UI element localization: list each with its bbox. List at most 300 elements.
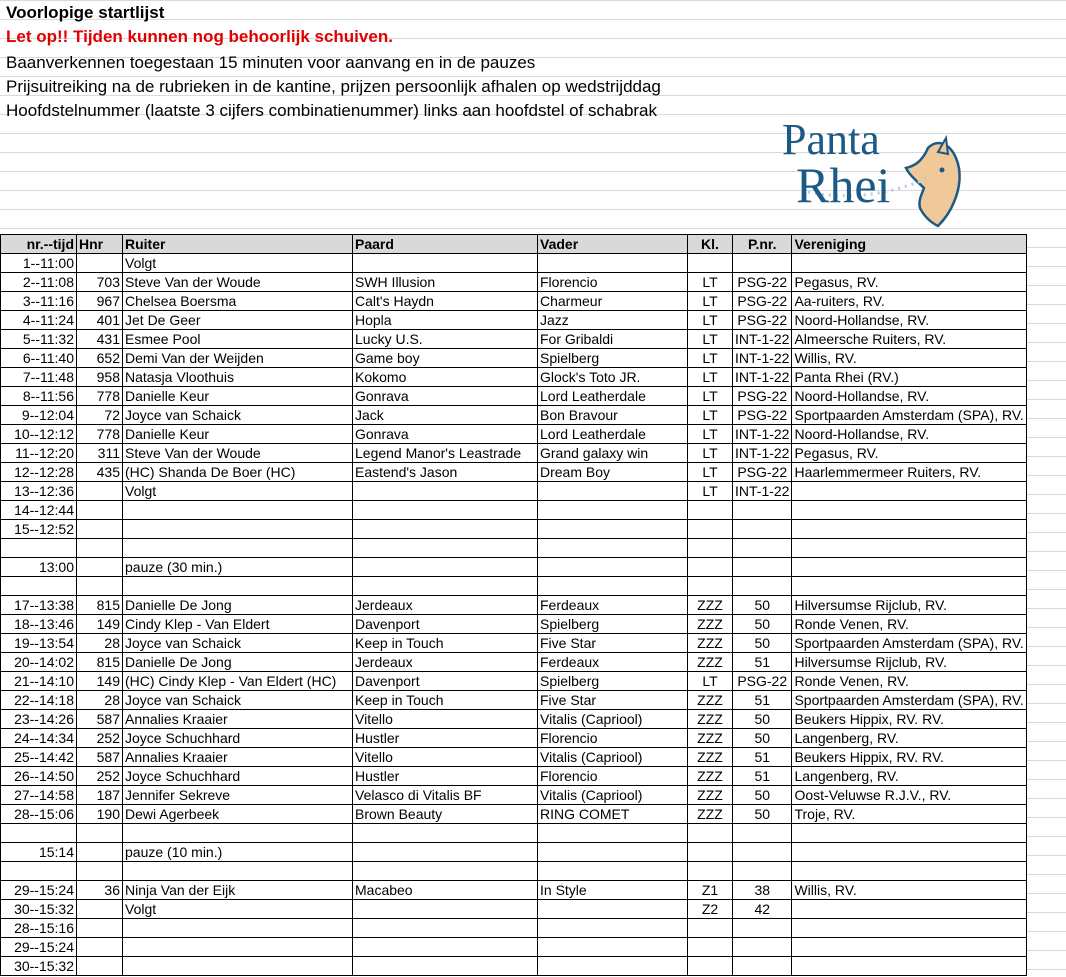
cell-paard	[353, 843, 538, 862]
cell-vader: Spielberg	[538, 349, 688, 368]
cell-klasse: ZZZ	[688, 748, 733, 767]
cell-nr-tijd: 28--15:16	[1, 919, 77, 938]
table-row	[1, 862, 1027, 881]
cell-paard: Kokomo	[353, 368, 538, 387]
cell-proefnummer: 51	[733, 653, 792, 672]
cell-paard: Lucky U.S.	[353, 330, 538, 349]
cell-klasse: LT	[688, 672, 733, 691]
cell-ruiter: Natasja Vloothuis	[123, 368, 353, 387]
col-header-proefnummer: P.nr.	[733, 235, 792, 254]
table-row	[1, 919, 1027, 938]
cell-nr-tijd: 12--12:28	[1, 463, 77, 482]
cell-ruiter: Esmee Pool	[123, 330, 353, 349]
cell-nr-tijd: 13:00	[1, 558, 77, 577]
cell-hnr: 36	[77, 881, 123, 900]
vereniging-text: Panta Rhei (RV.)	[794, 368, 899, 385]
cell-proefnummer: 42	[733, 900, 792, 919]
cell-hnr: 401	[77, 311, 123, 330]
cell-klasse	[688, 862, 733, 881]
cell-vader	[538, 824, 688, 843]
cell-vereniging	[792, 425, 1026, 444]
cell-hnr	[77, 919, 123, 938]
cell-hnr: 149	[77, 615, 123, 634]
vereniging-text: Aa-ruiters, RV.	[794, 292, 885, 309]
cell-hnr: 431	[77, 330, 123, 349]
cell-klasse: LT	[688, 311, 733, 330]
cell-paard	[353, 919, 538, 938]
cell-ruiter: Danielle Keur	[123, 387, 353, 406]
cell-nr-tijd: 4--11:24	[1, 311, 77, 330]
cell-nr-tijd: 17--13:38	[1, 596, 77, 615]
cell-vereniging	[792, 387, 1026, 406]
cell-vader	[538, 539, 688, 558]
cell-klasse: LT	[688, 387, 733, 406]
cell-vader	[538, 520, 688, 539]
cell-nr-tijd	[1, 824, 77, 843]
cell-vereniging	[792, 501, 1026, 520]
cell-paard: Hustler	[353, 767, 538, 786]
cell-proefnummer: 51	[733, 691, 792, 710]
cell-klasse: LT	[688, 368, 733, 387]
cell-klasse: ZZZ	[688, 615, 733, 634]
cell-hnr: 703	[77, 273, 123, 292]
cell-nr-tijd: 21--14:10	[1, 672, 77, 691]
cell-paard	[353, 482, 538, 501]
cell-vader: Ferdeaux	[538, 653, 688, 672]
cell-hnr	[77, 824, 123, 843]
cell-vereniging	[792, 843, 1026, 862]
cell-nr-tijd: 29--15:24	[1, 881, 77, 900]
cell-nr-tijd: 24--14:34	[1, 729, 77, 748]
cell-nr-tijd: 30--15:32	[1, 900, 77, 919]
cell-proefnummer: PSG-22	[733, 406, 792, 425]
cell-vereniging	[792, 710, 1026, 729]
cell-nr-tijd: 25--14:42	[1, 748, 77, 767]
cell-ruiter: pauze (10 min.)	[123, 843, 353, 862]
cell-vereniging	[792, 330, 1026, 349]
cell-ruiter: Demi Van der Weijden	[123, 349, 353, 368]
table-row	[1, 463, 1027, 482]
col-header-hnr: Hnr	[77, 235, 123, 254]
vereniging-text: Haarlemmermeer Ruiters, RV.	[794, 463, 982, 480]
cell-nr-tijd: 22--14:18	[1, 691, 77, 710]
cell-nr-tijd: 18--13:46	[1, 615, 77, 634]
cell-klasse: ZZZ	[688, 634, 733, 653]
cell-paard	[353, 938, 538, 957]
cell-vader	[538, 843, 688, 862]
cell-nr-tijd: 19--13:54	[1, 634, 77, 653]
cell-vereniging	[792, 957, 1026, 976]
cell-klasse	[688, 824, 733, 843]
col-header-vereniging: Vereniging	[792, 235, 1026, 254]
cell-hnr: 311	[77, 444, 123, 463]
cell-proefnummer: PSG-22	[733, 273, 792, 292]
cell-nr-tijd: 5--11:32	[1, 330, 77, 349]
cell-proefnummer: 50	[733, 634, 792, 653]
cell-vader: Dream Boy	[538, 463, 688, 482]
table-row	[1, 254, 1027, 273]
cell-ruiter: Joyce van Schaick	[123, 406, 353, 425]
vereniging-text: Beukers Hippix, RV. RV.	[794, 710, 944, 727]
col-header-paard: Paard	[353, 235, 538, 254]
vereniging-text: Willis, RV.	[794, 349, 857, 366]
cell-paard: Jack	[353, 406, 538, 425]
cell-vader: Glock's Toto JR.	[538, 368, 688, 387]
cell-vereniging	[792, 311, 1026, 330]
cell-klasse: ZZZ	[688, 729, 733, 748]
cell-vader	[538, 577, 688, 596]
cell-nr-tijd	[1, 577, 77, 596]
cell-klasse: LT	[688, 482, 733, 501]
cell-hnr	[77, 520, 123, 539]
cell-proefnummer: INT-1-22	[733, 482, 792, 501]
cell-hnr: 778	[77, 387, 123, 406]
logo-text-panta: Panta	[782, 115, 880, 164]
cell-hnr	[77, 900, 123, 919]
table-row	[1, 710, 1027, 729]
cell-hnr: 815	[77, 653, 123, 672]
cell-klasse	[688, 254, 733, 273]
cell-ruiter: Ninja Van der Eijk	[123, 881, 353, 900]
cell-ruiter: Danielle De Jong	[123, 596, 353, 615]
cell-klasse: Z1	[688, 881, 733, 900]
cell-klasse: Z2	[688, 900, 733, 919]
cell-vader: Jazz	[538, 311, 688, 330]
cell-klasse	[688, 957, 733, 976]
cell-klasse	[688, 843, 733, 862]
cell-klasse: LT	[688, 292, 733, 311]
cell-ruiter	[123, 919, 353, 938]
cell-vereniging	[792, 634, 1026, 653]
cell-proefnummer	[733, 539, 792, 558]
cell-proefnummer	[733, 862, 792, 881]
cell-klasse: LT	[688, 273, 733, 292]
cell-proefnummer: INT-1-22	[733, 349, 792, 368]
cell-proefnummer: 50	[733, 729, 792, 748]
table-row	[1, 938, 1027, 957]
cell-vereniging	[792, 596, 1026, 615]
table-row	[1, 767, 1027, 786]
cell-nr-tijd: 30--15:32	[1, 957, 77, 976]
cell-paard	[353, 957, 538, 976]
cell-paard	[353, 824, 538, 843]
table-row	[1, 786, 1027, 805]
note-line-1: Baanverkennen toegestaan 15 minuten voor aanvang en in de pauzes	[6, 53, 536, 72]
table-row	[1, 311, 1027, 330]
cell-vader: Vitalis (Capriool)	[538, 748, 688, 767]
col-header-vader: Vader	[538, 235, 688, 254]
cell-hnr: 190	[77, 805, 123, 824]
cell-paard: Gonrava	[353, 387, 538, 406]
cell-ruiter	[123, 824, 353, 843]
cell-klasse: LT	[688, 349, 733, 368]
cell-ruiter: Dewi Agerbeek	[123, 805, 353, 824]
cell-proefnummer: PSG-22	[733, 463, 792, 482]
table-row	[1, 444, 1027, 463]
cell-vereniging	[792, 786, 1026, 805]
cell-vereniging	[792, 273, 1026, 292]
table-row	[1, 634, 1027, 653]
cell-nr-tijd: 15:14	[1, 843, 77, 862]
cell-hnr: 252	[77, 729, 123, 748]
cell-paard: Gonrava	[353, 425, 538, 444]
cell-nr-tijd	[1, 539, 77, 558]
cell-vader: Spielberg	[538, 615, 688, 634]
cell-vader	[538, 254, 688, 273]
col-header-klasse: Kl.	[688, 235, 733, 254]
table-row	[1, 672, 1027, 691]
cell-hnr: 187	[77, 786, 123, 805]
cell-vereniging	[792, 368, 1026, 387]
cell-hnr	[77, 938, 123, 957]
cell-paard	[353, 577, 538, 596]
cell-nr-tijd: 23--14:26	[1, 710, 77, 729]
cell-vereniging	[792, 520, 1026, 539]
cell-vereniging	[792, 862, 1026, 881]
note-line-2: Prijsuitreiking na de rubrieken in de kantine, prijzen persoonlijk afhalen op wedstrijddag	[6, 77, 661, 96]
cell-vader	[538, 862, 688, 881]
cell-paard: Hustler	[353, 729, 538, 748]
cell-vader: Lord Leatherdale	[538, 425, 688, 444]
cell-klasse: ZZZ	[688, 805, 733, 824]
table-row	[1, 273, 1027, 292]
cell-proefnummer: 50	[733, 615, 792, 634]
cell-hnr	[77, 254, 123, 273]
cell-vereniging	[792, 558, 1026, 577]
table-row	[1, 881, 1027, 900]
cell-ruiter: Joyce Schuchhard	[123, 729, 353, 748]
page-title: Voorlopige startlijst	[6, 3, 165, 22]
cell-ruiter: Joyce van Schaick	[123, 691, 353, 710]
vereniging-text: Beukers Hippix, RV. RV.	[794, 748, 944, 765]
table-row	[1, 501, 1027, 520]
cell-proefnummer: 50	[733, 596, 792, 615]
cell-vereniging	[792, 748, 1026, 767]
cell-nr-tijd: 2--11:08	[1, 273, 77, 292]
cell-proefnummer: 50	[733, 710, 792, 729]
cell-paard: Calt's Haydn	[353, 292, 538, 311]
cell-klasse: ZZZ	[688, 653, 733, 672]
vereniging-text: Pegasus, RV.	[794, 444, 879, 461]
cell-hnr: 652	[77, 349, 123, 368]
cell-vader: Florencio	[538, 273, 688, 292]
cell-hnr	[77, 482, 123, 501]
cell-vereniging	[792, 406, 1026, 425]
cell-vader	[538, 558, 688, 577]
cell-hnr	[77, 957, 123, 976]
cell-ruiter: Jet De Geer	[123, 311, 353, 330]
panta-rhei-logo	[778, 108, 966, 233]
cell-ruiter: Annalies Kraaier	[123, 710, 353, 729]
cell-proefnummer: PSG-22	[733, 311, 792, 330]
vereniging-text: Almeersche Ruiters, RV.	[794, 330, 947, 347]
cell-vader: Five Star	[538, 691, 688, 710]
cell-klasse: LT	[688, 406, 733, 425]
cell-ruiter: Volgt	[123, 900, 353, 919]
cell-ruiter: (HC) Cindy Klep - Van Eldert (HC)	[123, 672, 353, 691]
cell-ruiter: Steve Van der Woude	[123, 444, 353, 463]
vereniging-text: Ronde Venen, RV.	[794, 615, 909, 632]
cell-paard: Jerdeaux	[353, 596, 538, 615]
cell-vader: Grand galaxy win	[538, 444, 688, 463]
cell-vereniging	[792, 653, 1026, 672]
cell-vereniging	[792, 881, 1026, 900]
cell-nr-tijd: 15--12:52	[1, 520, 77, 539]
vereniging-text: Langenberg, RV.	[794, 729, 899, 746]
cell-vereniging	[792, 615, 1026, 634]
cell-klasse: LT	[688, 425, 733, 444]
cell-klasse: LT	[688, 463, 733, 482]
table-row	[1, 900, 1027, 919]
cell-paard: Jerdeaux	[353, 653, 538, 672]
cell-vader: Spielberg	[538, 672, 688, 691]
cell-nr-tijd	[1, 862, 77, 881]
cell-paard	[353, 862, 538, 881]
cell-hnr	[77, 501, 123, 520]
cell-vader	[538, 501, 688, 520]
cell-hnr: 778	[77, 425, 123, 444]
cell-klasse: LT	[688, 444, 733, 463]
cell-hnr: 958	[77, 368, 123, 387]
cell-proefnummer: PSG-22	[733, 292, 792, 311]
table-row	[1, 292, 1027, 311]
cell-paard	[353, 501, 538, 520]
cell-hnr	[77, 577, 123, 596]
cell-vader: Florencio	[538, 729, 688, 748]
table-row	[1, 615, 1027, 634]
cell-nr-tijd: 28--15:06	[1, 805, 77, 824]
cell-proefnummer	[733, 919, 792, 938]
vereniging-text: Langenberg, RV.	[794, 767, 899, 784]
cell-vereniging	[792, 938, 1026, 957]
table-header-row	[1, 235, 1027, 254]
cell-nr-tijd: 29--15:24	[1, 938, 77, 957]
cell-vader: Vitalis (Capriool)	[538, 710, 688, 729]
table-row	[1, 957, 1027, 976]
cell-ruiter	[123, 577, 353, 596]
cell-nr-tijd: 14--12:44	[1, 501, 77, 520]
cell-proefnummer: INT-1-22	[733, 330, 792, 349]
vereniging-text: Noord-Hollandse, RV.	[794, 311, 930, 328]
logo-text-rhei: Rhei	[796, 157, 891, 213]
cell-proefnummer	[733, 254, 792, 273]
cell-hnr: 815	[77, 596, 123, 615]
cell-paard: Vitello	[353, 710, 538, 729]
cell-vader	[538, 957, 688, 976]
cell-proefnummer	[733, 843, 792, 862]
cell-paard: Legend Manor's Leastrade	[353, 444, 538, 463]
cell-vader: Five Star	[538, 634, 688, 653]
cell-vader: Bon Bravour	[538, 406, 688, 425]
table-row	[1, 482, 1027, 501]
cell-paard: Brown Beauty	[353, 805, 538, 824]
cell-paard	[353, 558, 538, 577]
cell-ruiter: Jennifer Sekreve	[123, 786, 353, 805]
cell-ruiter	[123, 501, 353, 520]
vereniging-text: Noord-Hollandse, RV.	[794, 387, 930, 404]
cell-vader: Charmeur	[538, 292, 688, 311]
cell-ruiter: Volgt	[123, 254, 353, 273]
cell-klasse: LT	[688, 330, 733, 349]
col-header-ruiter: Ruiter	[123, 235, 353, 254]
cell-proefnummer: 38	[733, 881, 792, 900]
cell-proefnummer	[733, 824, 792, 843]
cell-klasse: ZZZ	[688, 786, 733, 805]
cell-vader: In Style	[538, 881, 688, 900]
table-row	[1, 729, 1027, 748]
table-row	[1, 577, 1027, 596]
table-body	[1, 254, 1027, 976]
cell-hnr	[77, 558, 123, 577]
cell-vereniging	[792, 672, 1026, 691]
table-row	[1, 843, 1027, 862]
cell-paard: Vitello	[353, 748, 538, 767]
cell-vereniging	[792, 900, 1026, 919]
cell-hnr: 587	[77, 710, 123, 729]
table-row	[1, 387, 1027, 406]
cell-klasse: ZZZ	[688, 691, 733, 710]
cell-hnr: 967	[77, 292, 123, 311]
cell-vereniging	[792, 824, 1026, 843]
table-row	[1, 406, 1027, 425]
cell-ruiter	[123, 539, 353, 558]
cell-paard: Macabeo	[353, 881, 538, 900]
cell-ruiter	[123, 520, 353, 539]
cell-vereniging	[792, 463, 1026, 482]
cell-nr-tijd: 9--12:04	[1, 406, 77, 425]
vereniging-text: Willis, RV.	[794, 881, 857, 898]
cell-hnr: 435	[77, 463, 123, 482]
cell-vader: Ferdeaux	[538, 596, 688, 615]
cell-paard	[353, 254, 538, 273]
vereniging-text: Noord-Hollandse, RV.	[794, 425, 930, 442]
col-header-nr-tijd: nr.--tijd	[1, 235, 77, 254]
cell-proefnummer	[733, 957, 792, 976]
vereniging-text: Oost-Veluwse R.J.V., RV.	[794, 786, 952, 803]
cell-klasse: ZZZ	[688, 596, 733, 615]
cell-hnr: 28	[77, 634, 123, 653]
table-row	[1, 805, 1027, 824]
cell-vereniging	[792, 691, 1026, 710]
cell-klasse	[688, 938, 733, 957]
cell-paard: Davenport	[353, 672, 538, 691]
table-row	[1, 596, 1027, 615]
cell-paard: Davenport	[353, 615, 538, 634]
cell-vader: RING COMET	[538, 805, 688, 824]
cell-paard: SWH Illusion	[353, 273, 538, 292]
vereniging-text: Hilversumse Rijclub, RV.	[794, 596, 947, 613]
warning-text: Let op!! Tijden kunnen nog behoorlijk schuiven.	[6, 27, 393, 46]
cell-hnr	[77, 862, 123, 881]
cell-paard	[353, 520, 538, 539]
table-row	[1, 539, 1027, 558]
cell-proefnummer: 50	[733, 786, 792, 805]
cell-hnr: 587	[77, 748, 123, 767]
cell-vader	[538, 482, 688, 501]
cell-hnr: 252	[77, 767, 123, 786]
cell-ruiter: Chelsea Boersma	[123, 292, 353, 311]
cell-hnr	[77, 539, 123, 558]
cell-paard: Hopla	[353, 311, 538, 330]
cell-proefnummer	[733, 520, 792, 539]
cell-vereniging	[792, 577, 1026, 596]
cell-proefnummer: INT-1-22	[733, 425, 792, 444]
cell-nr-tijd: 10--12:12	[1, 425, 77, 444]
cell-proefnummer: PSG-22	[733, 387, 792, 406]
table-row	[1, 558, 1027, 577]
cell-ruiter	[123, 957, 353, 976]
cell-vereniging	[792, 444, 1026, 463]
